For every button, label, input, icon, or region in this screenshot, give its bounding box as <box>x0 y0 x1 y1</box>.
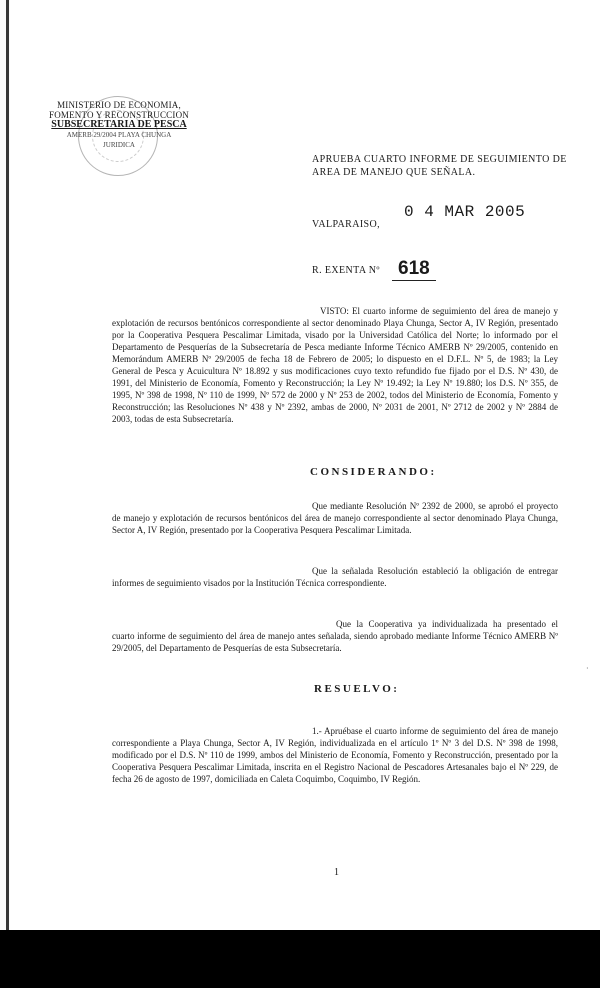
stamp-text: AMERB 29/2004 PLAYA CHUNGA <box>66 131 172 139</box>
resuelvo-title: RESUELVO: <box>314 683 400 695</box>
ministry-line-2: FOMENTO Y RECONSTRUCCION <box>49 110 189 120</box>
ministry-line-1: MINISTERIO DE ECONOMIA, <box>57 100 181 110</box>
considerando-paragraph-3: Que la Cooperativa ya individualizada ha presentado el cuarto informe de seguimiento del área de manejo antes señalada, siendo aprobado mediante Informe Técnico AMERB Nº 29/2005, del Departamento de Pesquerías de esta Subsecretaría. <box>112 619 558 653</box>
date-stamp: 0 4 MAR 2005 <box>404 203 526 221</box>
resolution-subject: APRUEBA CUARTO INFORME DE SEGUIMIENTO DE AREA DE MANEJO QUE SEÑALA. <box>312 154 567 178</box>
stamp-subtext: JURIDICA <box>103 141 135 149</box>
considerando-paragraph-1: Que mediante Resolución Nº 2392 de 2000, se aprobó el proyecto de manejo y explotación de recursos bentónicos del área de manejo correspondiente al sector denominado Playa Chunga, Sector A, IV Región, presentado por la Cooperativa Pesquera Pescalimar Limitada. <box>112 501 558 535</box>
scan-edge-left <box>6 0 9 988</box>
ministry-header <box>34 100 204 150</box>
considerando-paragraph-2: Que la señalada Resolución estableció la obligación de entregar informes de seguimiento visados por la Institución Técnica correspondiente. <box>112 566 558 588</box>
exenta-label: R. EXENTA Nº <box>312 265 380 276</box>
exenta-number: 618 <box>392 258 436 281</box>
page-number: 1 <box>334 867 339 878</box>
visto-paragraph: VISTO: El cuarto informe de seguimiento del área de manejo y explotación de recursos bentónicos correspondiente al sector denominado Playa Chunga, Sector A, IV Región, presentado por la Cooperativa Pesquera Pescalimar Limitada, visado por la Universidad Católica del Norte; lo informado por el Departamento de Pesquerías de la Subsecretaría de Pesca mediante Informe Técnico AMERB Nº 29/2005, contenido en Memorándum AMERB Nº 29/2005 de fecha 18 de Febrero de 2005; lo dispuesto en el D.F.L. Nº 5, de 1983; la Ley General de Pesca y Acuicultura Nº 18.892 y sus modificaciones cuyo texto refundido fue fijado por el D.S. Nº 430, de 1991, del Ministerio de Economía, Fomento y Reconstrucción; la Ley Nº 19.492; la Ley Nº 19.880; los D.S. Nº 355, de 1995, Nº 398 de 1998, Nº 110 de 1999, Nº 572 de 2000 y Nº 253 de 2002, todos del Ministerio de Economía, Fomento y Reconstrucción; las Resoluciones Nº 438 y Nº 2392, ambas de 2000, Nº 2031 de 2001, Nº 2712 de 2002 y Nº 2884 de 2003, todas de esta Subsecretaría. <box>112 306 558 424</box>
scan-edge-bottom <box>0 930 600 988</box>
considerando-title: CONSIDERANDO: <box>310 466 437 478</box>
place-label: VALPARAISO, <box>312 219 381 230</box>
resuelvo-paragraph-1: 1.- Apruébase el cuarto informe de seguimiento del área de manejo correspondiente a Playa Chunga, Sector A, IV Región, individualizada en el artículo 1º Nº 3 del D.S. Nº 398 de 1998, modificado por el D.S. Nº 110 de 1999, ambos del Ministerio de Economía, Fomento y Reconstrucción, presentado por la Cooperativa Pesquera Pescalimar Limitada, inscrita en el Registro Nacional de Pescadores Artesanales bajo el Nº 229, de fecha 26 de agosto de 1997, domiciliada en Caleta Coquimbo, Coquimbo, IV Región. <box>112 726 558 784</box>
scan-speck: · <box>586 664 589 673</box>
ministry-line-3: SUBSECRETARIA DE PESCA <box>51 119 187 130</box>
